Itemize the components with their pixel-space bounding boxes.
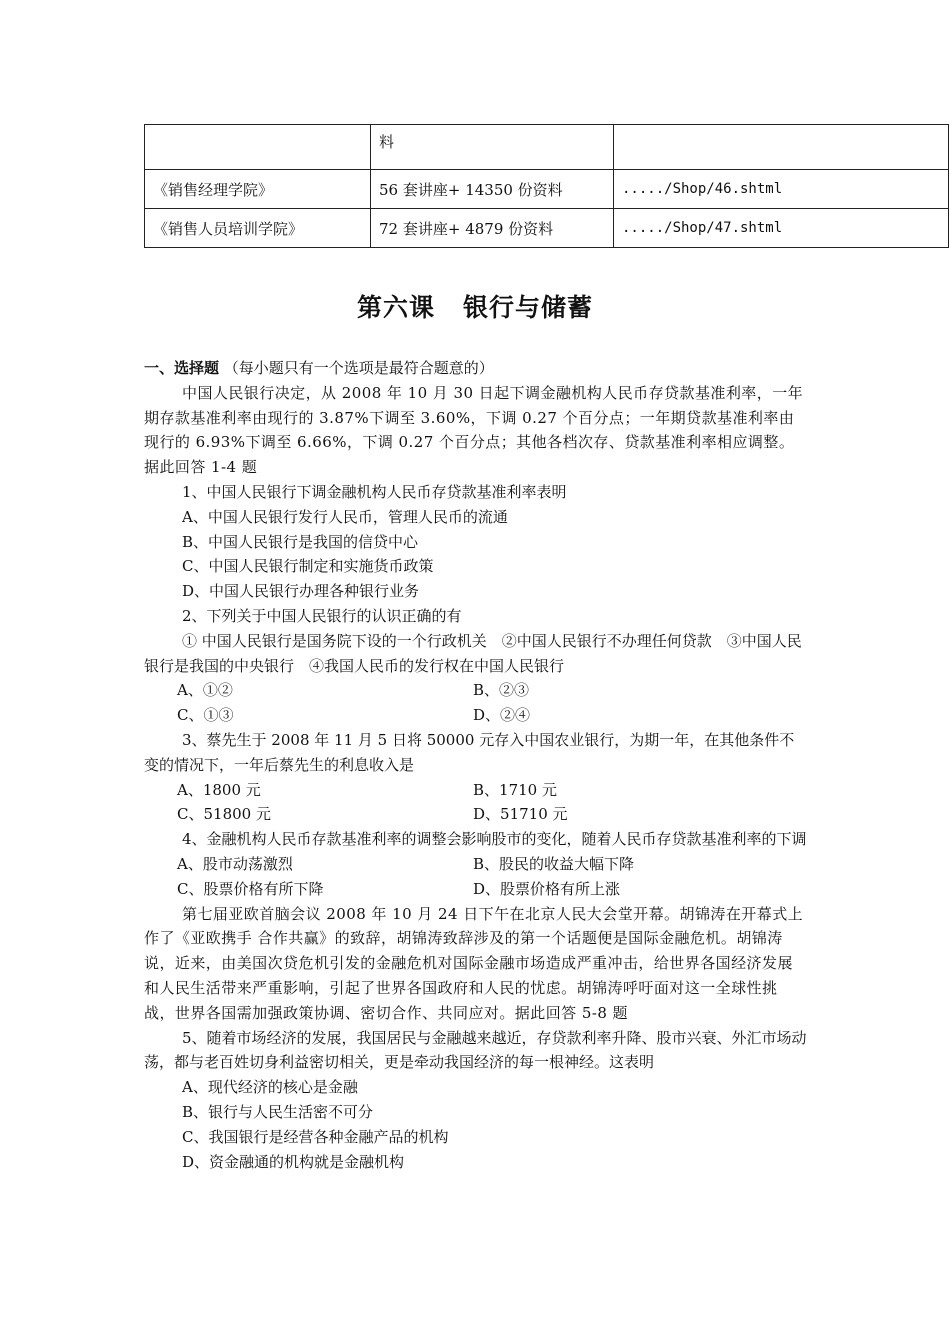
q3-options-row-2 — [144, 802, 808, 827]
lesson-number: 第六课 — [356, 293, 435, 322]
q2-option-b: B、②③ — [473, 681, 530, 700]
table-cell-link — [614, 125, 949, 170]
q2-options-row-1 — [144, 678, 808, 703]
table-cell-content: 56 套讲座+ 14350 份资料 — [371, 170, 614, 209]
table-row — [145, 125, 949, 170]
q4-options-row-1 — [144, 852, 808, 877]
table-cell-name: 《销售人员培训学院》 — [145, 209, 371, 248]
table-cell-link[interactable]: ...../Shop/46.shtml — [614, 170, 949, 209]
table-row — [145, 209, 949, 248]
q2-option-d: D、②④ — [473, 706, 531, 725]
q2-stem: 2、下列关于中国人民银行的认识正确的有 — [182, 606, 462, 625]
q1-option-b: B、中国人民银行是我国的信贷中心 — [182, 532, 419, 551]
q4-option-a: A、股市动荡激烈 — [177, 854, 293, 873]
lesson-name: 银行与储蓄 — [463, 293, 594, 322]
q3-stem: 3、蔡先生于 2008 年 11 月 5 日将 50000 元存入中国农业银行，为期一年，在其他条件不变的情况下，一年后蔡先生的利息收入是 — [144, 730, 795, 774]
table-cell-content: 72 套讲座+ 4879 份资料 — [371, 209, 614, 248]
table-row — [145, 170, 949, 209]
section-note: （每小题只有一个选项是最符合题意的） — [223, 359, 494, 377]
q3-option-c: C、51800 元 — [177, 805, 271, 824]
section-heading: 一、选择题 — [144, 359, 220, 377]
section-heading-line — [144, 356, 808, 381]
q5-stem: 5、随着市场经济的发展，我国居民与金融越来越近，存贷款利率升降、股市兴衰、外汇市场动荡，都与老百姓切身利益密切相关，更是牵动我国经济的每一根神经。这表明 — [144, 1028, 807, 1072]
q3-option-a: A、1800 元 — [177, 780, 261, 799]
q3-options-row-1 — [144, 778, 808, 803]
table-cell-name: 《销售经理学院》 — [145, 170, 371, 209]
q5-option-d: D、资金融通的机构就是金融机构 — [182, 1152, 405, 1171]
passage-2: 第七届亚欧首脑会议 2008 年 10 月 24 日下午在北京人民大会堂开幕。胡锦涛在开幕式上作了《亚欧携手 合作共赢》的致辞，胡锦涛致辞涉及的第一个话题便是国际金融危机。胡锦涛说，近来，由美国次贷危机引发的金融危机对国际金融市场造成严重冲击，给世界各国经济发展和人民生活带来严重影响，引起了世界各国政府和人民的忧虑。胡锦涛呼吁面对这一全球性挑战，世界各国需加强政策协调、密切合作、共同应对。据此回答 5-8 题 — [144, 904, 804, 1022]
q5-option-c: C、我国银行是经营各种金融产品的机构 — [182, 1127, 449, 1146]
q4-option-b: B、股民的收益大幅下降 — [473, 854, 635, 873]
q3-option-b: B、1710 元 — [473, 780, 557, 799]
q2-option-a: A、①② — [177, 681, 233, 700]
q4-option-d: D、股票价格有所上涨 — [473, 879, 621, 898]
lesson-title — [0, 288, 950, 324]
q5-option-b: B、银行与人民生活密不可分 — [182, 1102, 374, 1121]
passage-1: 中国人民银行决定，从 2008 年 10 月 30 日起下调金融机构人民币存贷款基准利率，一年期存款基准利率由现行的 3.87%下调至 3.60%，下调 0.27 个百分点；一年期贷款基准利率由现行的 6.93%下调至 6.66%，下调 0.27 个百分点；其他各档次存、贷款基准利率相应调整。据此回答 1-4 题 — [144, 383, 804, 477]
resource-table — [144, 124, 949, 248]
q5-option-a: A、现代经济的核心是金融 — [182, 1078, 358, 1097]
table-cell-content: 料 — [371, 125, 614, 170]
q2-items: ① 中国人民银行是国务院下设的一个行政机关 ②中国人民银行不办理任何贷款 ③中国人民银行是我国的中央银行 ④我国人民币的发行权在中国人民银行 — [144, 631, 802, 675]
q3-option-d: D、51710 元 — [473, 805, 568, 824]
q1-option-a: A、中国人民银行发行人民币，管理人民币的流通 — [182, 507, 508, 526]
q1-stem: 1、中国人民银行下调金融机构人民币存贷款基准利率表明 — [182, 482, 567, 501]
table-cell-link[interactable]: ...../Shop/47.shtml — [614, 209, 949, 248]
q1-option-c: C、中国人民银行制定和实施货币政策 — [182, 557, 434, 576]
question-section — [144, 356, 808, 1174]
q4-stem: 4、金融机构人民币存款基准利率的调整会影响股市的变化，随着人民币存贷款基准利率的下调 — [182, 830, 807, 849]
table-cell-name — [145, 125, 371, 170]
q2-option-c: C、①③ — [177, 706, 234, 725]
q1-option-d: D、中国人民银行办理各种银行业务 — [182, 582, 420, 601]
q4-option-c: C、股票价格有所下降 — [177, 879, 324, 898]
q2-options-row-2 — [144, 703, 808, 728]
q4-options-row-2 — [144, 877, 808, 902]
